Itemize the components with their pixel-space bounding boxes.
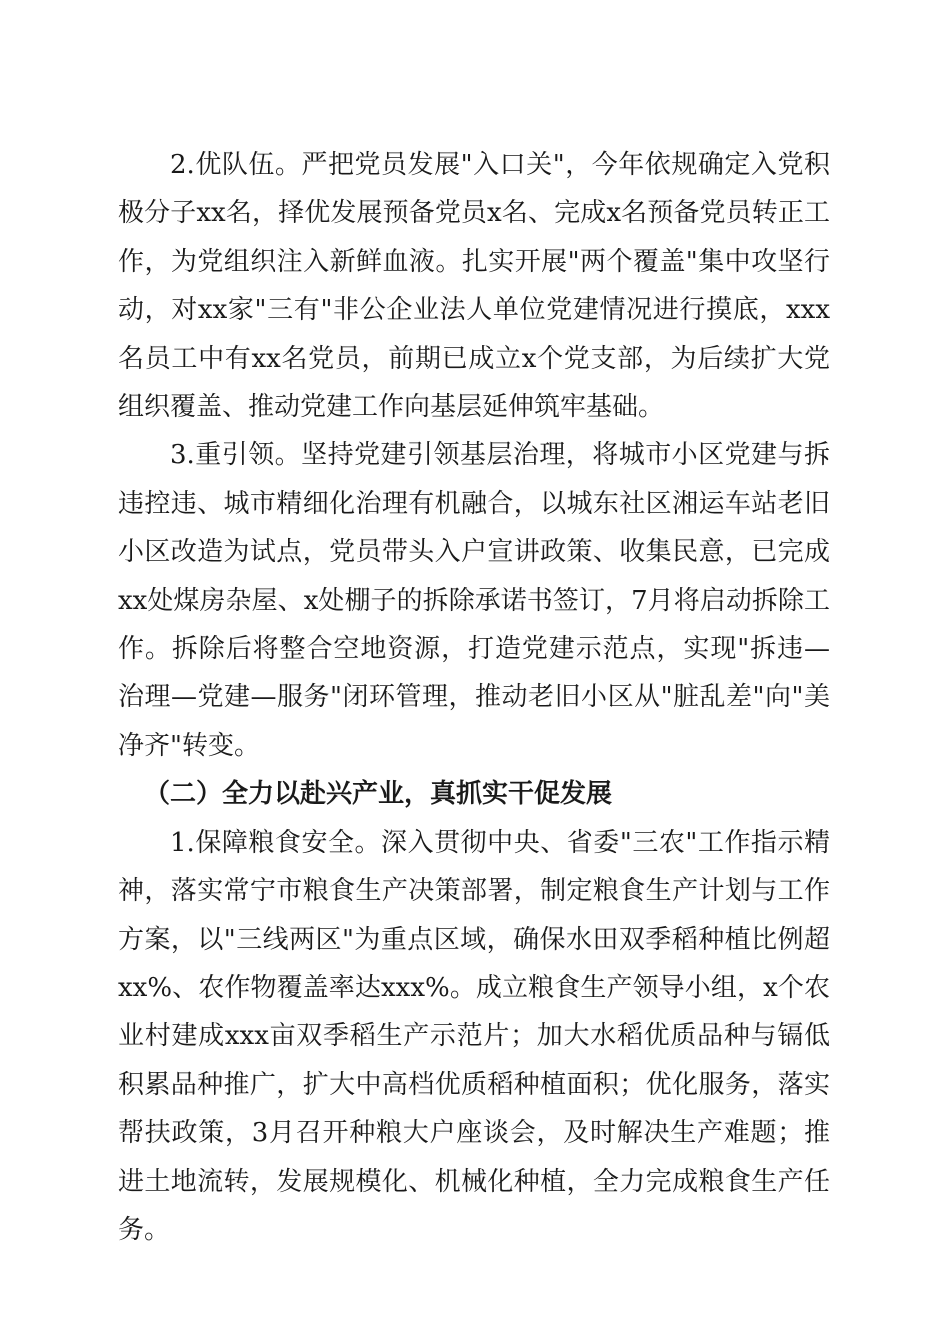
paragraph-team-building: 2.优队伍。严把党员发展"入口关"，今年依规确定入党积极分子xx名，择优发展预备党员x名、完成x名预备党员转正工作，为党组织注入新鲜血液。扎实开展"两个覆盖"集中攻坚行动，对xx家"三有"非公企业法人单位党建情况进行摸底，xxx名员工中有xx名党员，前期已成立x个党支部，为后续扩大党组织覆盖、推动党建工作向基层延伸筑牢基础。 — [118, 150, 830, 423]
paragraph-leadership: 3.重引领。坚持党建引领基层治理，将城市小区党建与拆违控违、城市精细化治理有机融合，以城东社区湘运车站老旧小区改造为试点，党员带头入户宣讲政策、收集民意，已完成xx处煤房杂屋、x处棚子的拆除承诺书签订，7月将启动拆除工作。拆除后将整合空地资源，打造党建示范点，实现"拆违—治理—党建—服务"闭环管理，推动老旧小区从"脏乱差"向"美净齐"转变。 — [118, 440, 830, 761]
section-heading: （二）全力以赴兴产业，真抓实干促发展 — [144, 779, 613, 810]
document-body — [118, 141, 830, 1254]
paragraph-food-security: 1.保障粮食安全。深入贯彻中央、省委"三农"工作指示精神，落实常宁市粮食生产决策部署，制定粮食生产计划与工作方案，以"三线两区"为重点区域，确保水田双季稻种植比例超xx%、农作物覆盖率达xxx%。成立粮食生产领导小组，x个农业村建成xxx亩双季稻生产示范片；加大水稻优质品种与镉低积累品种推广，扩大中高档优质稻种植面积；优化服务，落实帮扶政策，3月召开种粮大户座谈会，及时解决生产难题；推进土地流转，发展规模化、机械化种植，全力完成粮食生产任务。 — [118, 827, 830, 1245]
